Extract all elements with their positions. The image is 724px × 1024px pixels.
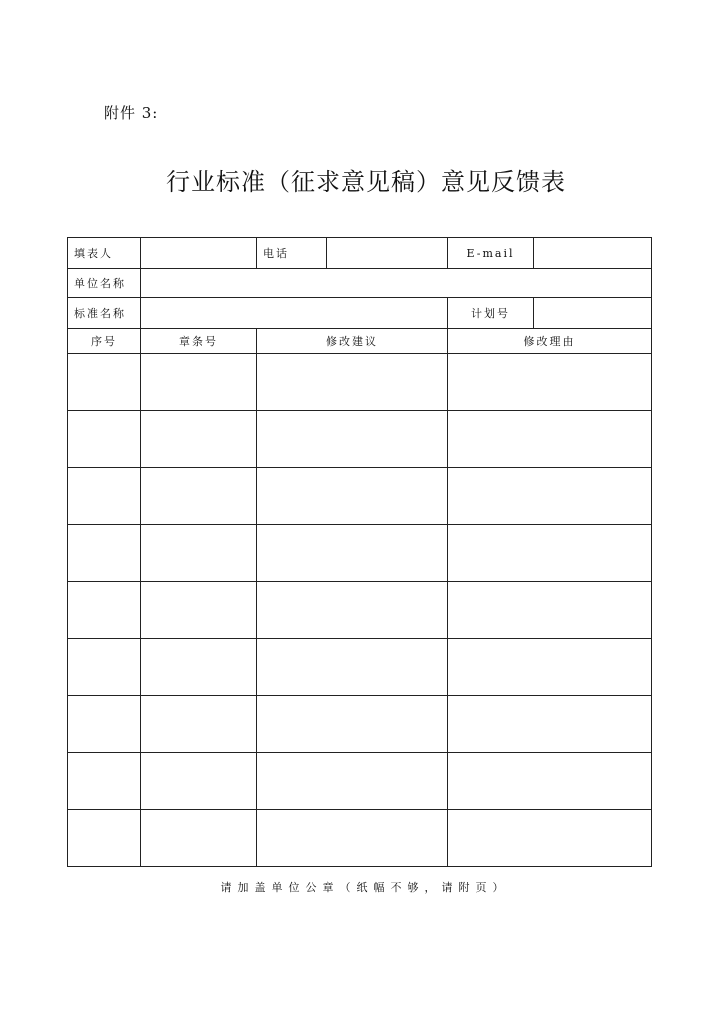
clause-cell[interactable] — [141, 639, 257, 696]
reason-cell[interactable] — [448, 525, 652, 582]
table-row — [68, 582, 652, 639]
suggestion-cell[interactable] — [257, 753, 448, 810]
standard-row — [68, 298, 652, 329]
contact-row — [68, 238, 652, 269]
email-field[interactable] — [534, 238, 652, 269]
phone-label: 电话 — [257, 238, 327, 269]
table-row — [68, 639, 652, 696]
feedback-table — [67, 237, 652, 867]
table-row — [68, 696, 652, 753]
org-label: 单位名称 — [68, 269, 141, 298]
table-row — [68, 753, 652, 810]
suggestion-cell[interactable] — [257, 582, 448, 639]
seq-cell[interactable] — [68, 468, 141, 525]
table-row — [68, 468, 652, 525]
email-label: E-mail — [448, 238, 534, 269]
suggestion-cell[interactable] — [257, 639, 448, 696]
suggestion-cell[interactable] — [257, 525, 448, 582]
col-header-reason: 修改理由 — [448, 329, 652, 354]
seq-cell[interactable] — [68, 525, 141, 582]
page-title: 行业标准（征求意见稿）意见反馈表 — [166, 168, 566, 196]
table-row — [68, 810, 652, 867]
seq-cell[interactable] — [68, 354, 141, 411]
col-header-seq: 序号 — [68, 329, 141, 354]
clause-cell[interactable] — [141, 468, 257, 525]
col-header-suggestion: 修改建议 — [257, 329, 448, 354]
clause-cell[interactable] — [141, 696, 257, 753]
reason-cell[interactable] — [448, 696, 652, 753]
clause-cell[interactable] — [141, 810, 257, 867]
standard-label: 标准名称 — [68, 298, 141, 329]
suggestion-cell[interactable] — [257, 411, 448, 468]
suggestion-cell[interactable] — [257, 810, 448, 867]
seq-cell[interactable] — [68, 810, 141, 867]
reason-cell[interactable] — [448, 753, 652, 810]
seq-cell[interactable] — [68, 639, 141, 696]
seq-cell[interactable] — [68, 411, 141, 468]
filler-field[interactable] — [141, 238, 257, 269]
attachment-label: 附件 3: — [104, 104, 159, 122]
footer-note: 请加盖单位公章（纸幅不够，请附页） — [220, 881, 510, 894]
filler-label: 填表人 — [68, 238, 141, 269]
suggestion-cell[interactable] — [257, 696, 448, 753]
reason-cell[interactable] — [448, 810, 652, 867]
reason-cell[interactable] — [448, 354, 652, 411]
clause-cell[interactable] — [141, 411, 257, 468]
clause-cell[interactable] — [141, 582, 257, 639]
reason-cell[interactable] — [448, 639, 652, 696]
reason-cell[interactable] — [448, 468, 652, 525]
suggestion-cell[interactable] — [257, 468, 448, 525]
phone-field[interactable] — [327, 238, 448, 269]
clause-cell[interactable] — [141, 753, 257, 810]
table-row — [68, 525, 652, 582]
org-row — [68, 269, 652, 298]
seq-cell[interactable] — [68, 753, 141, 810]
column-header-row — [68, 329, 652, 354]
suggestion-cell[interactable] — [257, 354, 448, 411]
table-row — [68, 354, 652, 411]
reason-cell[interactable] — [448, 582, 652, 639]
reason-cell[interactable] — [448, 411, 652, 468]
clause-cell[interactable] — [141, 525, 257, 582]
plan-number-label: 计划号 — [448, 298, 534, 329]
col-header-clause: 章条号 — [141, 329, 257, 354]
standard-field[interactable] — [141, 298, 448, 329]
seq-cell[interactable] — [68, 582, 141, 639]
plan-number-field[interactable] — [534, 298, 652, 329]
table-row — [68, 411, 652, 468]
org-field[interactable] — [141, 269, 652, 298]
clause-cell[interactable] — [141, 354, 257, 411]
seq-cell[interactable] — [68, 696, 141, 753]
